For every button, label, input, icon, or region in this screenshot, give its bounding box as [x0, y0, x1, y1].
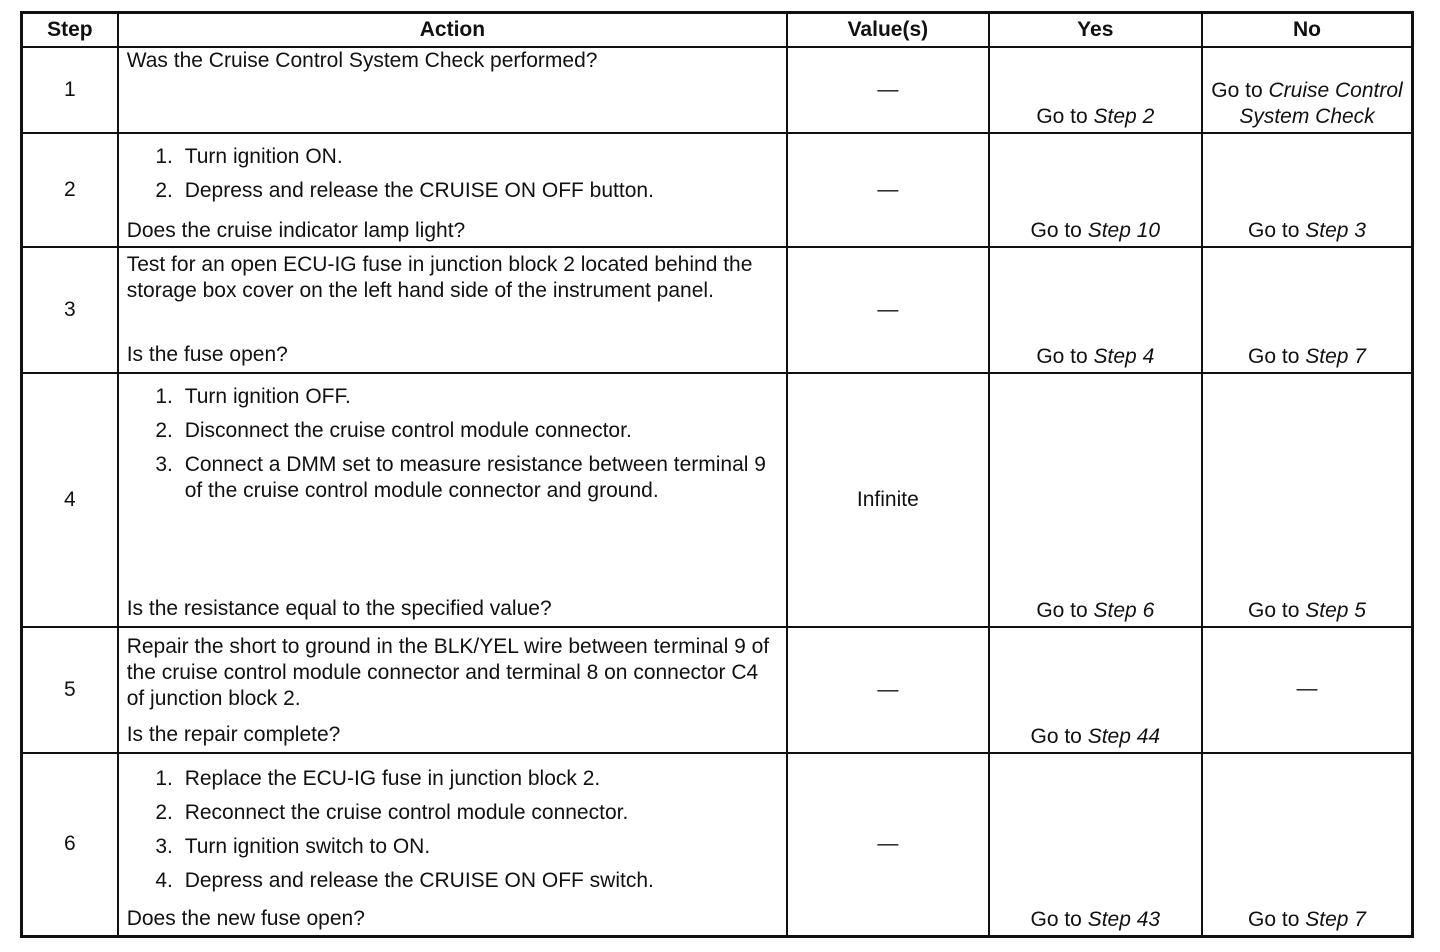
action-cell [118, 627, 787, 753]
yes-step-link: Step 44 [1087, 724, 1161, 748]
value-cell: — [787, 627, 988, 753]
table-row [22, 627, 1413, 753]
value-cell: Infinite [787, 373, 988, 627]
no-prefix: Go to [1248, 908, 1306, 931]
yes-cell [989, 373, 1202, 627]
action-cell [118, 47, 787, 133]
yes-cell [989, 753, 1202, 937]
yes-prefix: Go to [1030, 218, 1088, 242]
no-prefix: Go to [1248, 598, 1306, 622]
yes-prefix: Go to [1036, 104, 1094, 128]
table-row [22, 373, 1413, 627]
action-list-item: 2. Depress and release the CRUISE ON OFF button. [179, 178, 778, 204]
value-cell: — [787, 133, 988, 247]
action-text: Test for an open ECU-IG fuse in junction block 2 located behind the storage box cover on the left hand side of the instrument panel. [126, 252, 753, 302]
yes-prefix: Go to [1030, 724, 1088, 748]
action-cell [118, 247, 787, 373]
step-number: 6 [22, 753, 118, 937]
no-cell [1202, 247, 1412, 373]
action-text: Repair the short to ground in the BLK/YEL wire between terminal 9 of the cruise control module connector and terminal 8 on connector C4 of junction block 2. [126, 634, 770, 710]
yes-step-link: Step 6 [1093, 598, 1155, 622]
header-yes: Yes [989, 13, 1202, 47]
action-list-item: 4. Depress and release the CRUISE ON OFF switch. [179, 868, 778, 894]
action-list-item: 3. Connect a DMM set to measure resistance between terminal 9 of the cruise control module connector and ground. [179, 452, 778, 504]
step-number: 2 [22, 133, 118, 247]
table-row [22, 753, 1413, 937]
no-step-link: Cruise Control System Check [1239, 78, 1403, 128]
yes-step-link: Step 2 [1093, 104, 1155, 128]
yes-step-link: Step 4 [1093, 344, 1155, 368]
table-header [22, 13, 1413, 47]
action-list-item: 1. Turn ignition ON. [179, 144, 778, 170]
table-row [22, 47, 1413, 133]
no-prefix: Go to [1211, 78, 1269, 102]
action-list [127, 374, 778, 512]
yes-cell [989, 47, 1202, 133]
action-question: Does the cruise indicator lamp light? [126, 218, 466, 242]
yes-cell [989, 627, 1202, 753]
no-step-link: Step 7 [1305, 344, 1366, 368]
no-cell [1202, 753, 1412, 937]
diagnostic-table [20, 11, 1414, 938]
yes-cell [989, 247, 1202, 373]
table-row [22, 247, 1413, 373]
action-cell [118, 753, 787, 937]
no-prefix: Go to [1248, 344, 1306, 368]
action-list-item: 1. Turn ignition OFF. [179, 384, 778, 410]
step-number: 4 [22, 373, 118, 627]
value-cell: — [787, 753, 988, 937]
header-no: No [1202, 13, 1412, 47]
yes-prefix: Go to [1030, 908, 1088, 931]
value-cell: — [787, 47, 988, 133]
no-prefix: Go to [1248, 218, 1306, 242]
action-question: Is the repair complete? [126, 722, 341, 746]
action-list-item: 2. Disconnect the cruise control module connector. [179, 418, 778, 444]
header-row [22, 13, 1413, 47]
action-question: Is the resistance equal to the specified value? [126, 596, 552, 620]
step-number: 5 [22, 627, 118, 753]
table-body [22, 47, 1413, 937]
header-values: Value(s) [787, 13, 988, 47]
step-number: 3 [22, 247, 118, 373]
action-cell [118, 133, 787, 247]
no-cell [1202, 47, 1412, 133]
action-question: Is the fuse open? [126, 342, 288, 366]
action-question: Does the new fuse open? [126, 906, 365, 930]
action-list-item: 2. Reconnect the cruise control module connector. [179, 800, 778, 826]
action-list-item: 1. Replace the ECU-IG fuse in junction block 2. [179, 766, 778, 792]
action-cell [118, 373, 787, 627]
yes-cell [989, 133, 1202, 247]
yes-step-link: Step 10 [1087, 218, 1161, 242]
header-step: Step [22, 13, 118, 47]
yes-prefix: Go to [1036, 598, 1094, 622]
header-action: Action [118, 13, 787, 47]
no-step-link: Step 3 [1305, 218, 1366, 242]
action-list [127, 754, 778, 902]
step-number: 1 [22, 47, 118, 133]
action-list [127, 134, 778, 212]
yes-prefix: Go to [1036, 344, 1094, 368]
no-cell [1202, 373, 1412, 627]
action-text: Was the Cruise Control System Check performed? [126, 48, 598, 72]
no-step-link: Step 5 [1305, 598, 1366, 622]
value-cell: — [787, 247, 988, 373]
no-step-link: Step 7 [1305, 908, 1366, 931]
action-list-item: 3. Turn ignition switch to ON. [179, 834, 778, 860]
table-row [22, 133, 1413, 247]
no-cell: — [1202, 627, 1412, 753]
yes-step-link: Step 43 [1087, 908, 1161, 931]
no-cell [1202, 133, 1412, 247]
